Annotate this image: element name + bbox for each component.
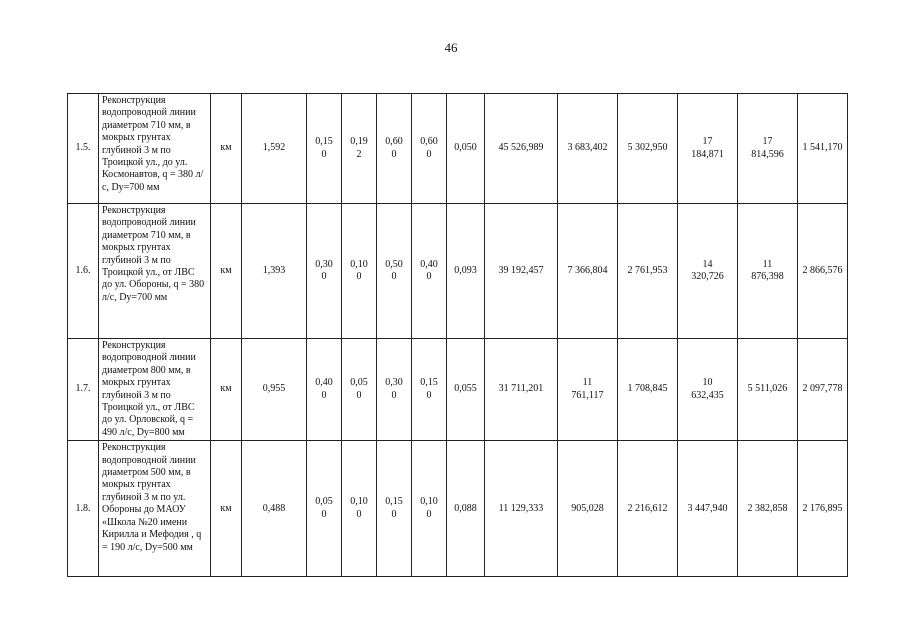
length-cell: 0,955 — [242, 339, 307, 441]
value-cell: 0,15 0 — [307, 94, 342, 204]
cost-cell: 10 632,435 — [678, 339, 738, 441]
value-cell: 0,40 0 — [412, 204, 447, 339]
value-cell: 0,30 0 — [377, 339, 412, 441]
cost-cell: 2 097,778 — [798, 339, 848, 441]
cost-cell: 7 366,804 — [558, 204, 618, 339]
value-cell: 0,05 0 — [342, 339, 377, 441]
cost-cell: 1 708,845 — [618, 339, 678, 441]
row-number: 1.6. — [68, 204, 99, 339]
cost-cell: 14 320,726 — [678, 204, 738, 339]
value-cell: 0,10 0 — [412, 441, 447, 577]
value-cell: 0,19 2 — [342, 94, 377, 204]
work-description: Реконструкция водопроводной линии диаметром 710 мм, в мокрых грунтах глубиной 3 м по Троицкой ул., от ЛВС до ул. Обороны, q = 380 л/с, Dy=700 мм — [99, 204, 211, 339]
page-number: 46 — [444, 40, 458, 55]
length-cell: 1,592 — [242, 94, 307, 204]
value-cell: 0,050 — [447, 94, 485, 204]
value-cell: 0,093 — [447, 204, 485, 339]
work-description: Реконструкция водопроводной линии диаметром 500 мм, в мокрых грунтах глубиной 3 м по ул. Обороны до МАОУ «Школа №20 имени Кирилла и Мефодия , q = 190 л/с, Dy=500 мм — [99, 441, 211, 577]
value-cell: 0,30 0 — [307, 204, 342, 339]
value-cell: 0,15 0 — [412, 339, 447, 441]
cost-cell: 1 541,170 — [798, 94, 848, 204]
cost-cell: 5 302,950 — [618, 94, 678, 204]
table-row — [68, 441, 848, 577]
cost-cell: 17 814,596 — [738, 94, 798, 204]
cost-cell: 45 526,989 — [485, 94, 558, 204]
unit-cell: км — [211, 339, 242, 441]
cost-cell: 2 866,576 — [798, 204, 848, 339]
unit-cell: км — [211, 94, 242, 204]
unit-cell: км — [211, 441, 242, 577]
value-cell: 0,10 0 — [342, 441, 377, 577]
length-cell: 0,488 — [242, 441, 307, 577]
work-description: Реконструкция водопроводной линии диаметром 800 мм, в мокрых грунтах глубиной 3 м по Троицкой ул., от ЛВС до ул. Орловской, q = 490 л/с, Dy=800 мм — [99, 339, 211, 441]
cost-cell: 2 382,858 — [738, 441, 798, 577]
cost-cell: 3 447,940 — [678, 441, 738, 577]
value-cell: 0,40 0 — [307, 339, 342, 441]
cost-cell: 31 711,201 — [485, 339, 558, 441]
cost-cell: 2 216,612 — [618, 441, 678, 577]
row-number: 1.5. — [68, 94, 99, 204]
value-cell: 0,15 0 — [377, 441, 412, 577]
row-number: 1.7. — [68, 339, 99, 441]
row-number: 1.8. — [68, 441, 99, 577]
table-row — [68, 339, 848, 441]
cost-cell: 905,028 — [558, 441, 618, 577]
cost-cell: 11 761,117 — [558, 339, 618, 441]
table-row — [68, 94, 848, 204]
cost-cell: 2 761,953 — [618, 204, 678, 339]
cost-cell: 2 176,895 — [798, 441, 848, 577]
value-cell: 0,10 0 — [342, 204, 377, 339]
value-cell: 0,055 — [447, 339, 485, 441]
table-row — [68, 204, 848, 339]
value-cell: 0,088 — [447, 441, 485, 577]
value-cell: 0,50 0 — [377, 204, 412, 339]
cost-cell: 11 129,333 — [485, 441, 558, 577]
cost-cell: 39 192,457 — [485, 204, 558, 339]
cost-cell: 11 876,398 — [738, 204, 798, 339]
length-cell: 1,393 — [242, 204, 307, 339]
cost-cell: 17 184,871 — [678, 94, 738, 204]
cost-cell: 5 511,026 — [738, 339, 798, 441]
cost-cell: 3 683,402 — [558, 94, 618, 204]
value-cell: 0,60 0 — [412, 94, 447, 204]
work-description: Реконструкция водопроводной линии диаметром 710 мм, в мокрых грунтах глубиной 3 м по Троицкой ул., до ул. Космонавтов, q = 380 л/с, Dy=700 мм — [99, 94, 211, 204]
works-table — [67, 93, 848, 577]
unit-cell: км — [211, 204, 242, 339]
value-cell: 0,05 0 — [307, 441, 342, 577]
value-cell: 0,60 0 — [377, 94, 412, 204]
